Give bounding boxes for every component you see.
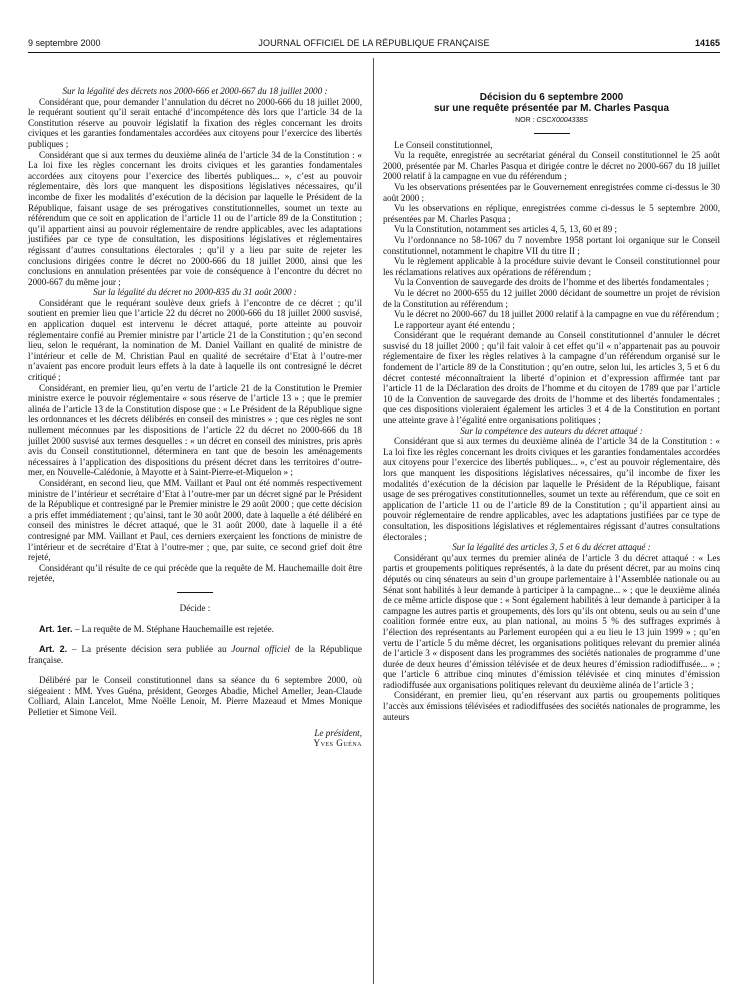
paragraph: Considérant que le requérant demande au Conseil constitutionnel d’annuler le décret susvisé du 18 juillet 2000 ; qu’il fait valoir à cet effet qu’il « n’appartenait pas au pouvoir réglementaire de fixer les règles relatives à la campagne d’un référendum organisé sur le fondement de l’article 89 de la Constitution ; qu’en outre, selon lui, les articles 3, 5 et 6 du décret contesté méconnaîtraient la liberté d’opinion et d’expression affirmée tant par l’article 11 de la Déclaration des droits de l’homme et du citoyen de 1789 que par l’article 10 de la Convention de sauvegarde des droits de l’homme et des libertés fondamentales ; que ces dispositions violeraient également les articles 3 et 4 de la Constitution en portant une atteinte grave à l’égalité entre organisations politiques ; [383,330,720,426]
decision-title [383,92,720,114]
right-column [383,92,720,722]
header-rule [28,52,720,53]
subheading-decret-835: Sur la légalité du décret no 2000-835 du 31 août 2000 : [93,287,297,298]
paragraph: Vu la requête, enregistrée au secrétariat général du Conseil constitutionnel le 25 août 2000, présentée par M. Charles Pasqua et dirigée contre le décret no 2000-667 du 18 juillet 2000 relatif à la campagne en vue du référendum ; [383,150,720,182]
paragraph: Considérant que si aux termes du deuxième alinéa de l’article 34 de la Constitution : « La loi fixe les règles concernant les droits civiques et les garanties fondamentales accordées aux citoyens pour l’exercice des libertés publiques... », c’est au pouvoir réglementaire, dès lors que manquent les dispositions législatives nécessaires, qu’il incombe de fixer les modalités d’exécution de la décision par laquelle le Président de la République, faisant usage de ses prérogatives constitutionnelles, soumet un texte au référendum, que ce soit en application de l’article 11 ou de l’article 89 de la Constitution ; qu’il appartient ainsi au pouvoir réglementaire de rendre applicables, avec les adaptations justifiées par ce type de consultation, les dispositions législatives et réglementaires régissant d’autres consultations électorales ; [383,436,720,542]
journal-officiel-italic: Journal officiel [231,644,291,655]
section-rule [177,592,213,593]
paragraph: Vu la Convention de sauvegarde des droits de l’homme et des libertés fondamentales ; [394,277,709,288]
header-page-number: 14165 [694,38,720,48]
signature-name: Yves Guéna [313,738,362,749]
paragraph: Considérant, en premier lieu, qu’en réservant aux partis ou groupements politiques l’accès aux émissions télévisées et radiodiffusées des sociétés nationales de programme, les auteurs [383,690,720,722]
signature-title: Le président, [314,727,362,738]
header-journal-title: JOURNAL OFFICIEL DE LA RÉPUBLIQUE FRANÇAISE [258,38,490,48]
paragraph: Considérant que si aux termes du deuxième alinéa de l’article 34 de la Constitution : « La loi fixe les règles concernant les droits civiques et les garanties fondamentales accordées aux citoyens pour l’exercice des libertés publiques... », c’est au pouvoir réglementaire, dès lors que manquent les dispositions législatives nécessaires, qu’il incombe de fixer les modalités d’exécution de la décision par laquelle le Président de la République, faisant usage de ses prérogatives constitutionnelles, soumet un texte au référendum que ce soit en application de l’article 11 ou de l’article 89 de la Constitution ; qu’il appartient ainsi au pouvoir réglementaire de rendre applicables, avec les adaptations justifiées par ce type de consultation, les dispositions législatives et réglementaires régissant d’autres consultations électorales ; qu’il y a lieu par suite de rejeter les conclusions dirigées contre le décret no 2000-666 du 18 juillet 2000, ainsi que les conclusions en annulation présentées par voie de conséquence à l’encontre du décret no 2000-667 du même jour ; [28,149,362,287]
column-divider [373,58,374,984]
paragraph: Vu la Constitution, notamment ses articles 4, 5, 13, 60 et 89 ; [394,224,617,235]
paragraph: Le rapporteur ayant été entendu ; [394,319,515,330]
paragraph: Vu les observations présentées par le Gouvernement enregistrées comme ci-dessus le 30 août 2000 ; [383,181,720,203]
article-2-label: Art. 2. [39,644,68,655]
paragraph: Vu le règlement applicable à la procédure suivie devant le Conseil constitutionnel pour les réclamations relatives aux opérations de référendum ; [383,256,720,277]
paragraph: Vu les observations en réplique, enregistrées comme ci-dessus le 5 septembre 2000, présentées par M. Charles Pasqua ; [383,203,720,224]
decision-title-line-2: sur une requête présentée par M. Charles Pasqua [433,103,670,114]
nor-reference: NOR : CSCX0004338S [515,117,588,124]
article-1-text: – La requête de M. Stéphane Hauchemaille est rejetée. [72,623,274,634]
article-2-text: – La présente décision sera publiée au [67,644,232,655]
article-2 [28,644,362,665]
article-1-label: Art. 1er. [39,623,73,634]
paragraph: Considérant qu’il résulte de ce qui précède que la requête de M. Hauchemaille doit être rejetée, [28,562,362,584]
subheading-decrets-666-667: Sur la légalité des décrets nos 2000-666 et 2000-667 du 18 juillet 2000 : [62,86,328,96]
header-date: 9 septembre 2000 [28,38,101,48]
article-1 [28,624,362,635]
paragraph: Considérant, en premier lieu, qu’en vertu de l’article 21 de la Constitution le Premier ministre exerce le pouvoir réglementaire « sous réserve de l’article 13 » ; que le premier alinéa de l’article 13 de la Constitution dispose que : « Le Président de la République signe les ordonnances et les décrets délibérés en conseil des ministres » ; que ces règles ne sont nullement méconnues par les dispositions de l’article 22 du décret no 2000-666 du 18 juillet 2000 susvisé aux termes desquelles : « un décret en conseil des ministres, pris après avis du Conseil constitutionnel, déterminera en tant que de besoin les aménagements nécessaires à l’application des dispositions du présent décret dans les territoires d’outre-mer, en Nouvelle-Calédonie, à Mayotte et à Saint-Pierre-et-Miquelon » ; [28,382,362,478]
paragraph: Vu l’ordonnance no 58-1067 du 7 novembre 1958 portant loi organique sur le Conseil constitutionnel, notamment le chapitre VII du titre II ; [383,234,720,256]
paragraph: Considérant que, pour demander l’annulation du décret no 2000-666 du 18 juillet 2000, le requérant soutient qu’il serait entaché d’incompétence dès lors que l’article 34 de la Constitution réserve au pouvoir législatif la fixation des règles concernant les droits civiques et les garanties fondamentales accordées aux citoyens pour l’exercice des libertés publiques ; [28,96,362,149]
paragraph: Considérant qu’aux termes du premier alinéa de l’article 3 du décret attaqué : « Les partis et groupements politiques représentés, à la date du présent décret, par au moins cinq députés ou cinq sénateurs au sein d’un groupe parlementaire à l’Assemblée nationale ou au Sénat sont habilités à leur demande à participer à la campagne... » ; que le deuxième alinéa de ce même article dispose que : « Sont également habilités à leur demande à participer à la campagne les autres partis et groupements, dès lors qu’ils ont obtenu, seuls ou au sein d’une coalition formée entre eux, au plan national, au moins 5 % des suffrages exprimés à l’élection des représentants au Parlement européen qui a eu lieu le 13 juin 1999 » ; qu’en vertu de l’article 5 du même décret, les organisations politiques relevant du premier alinéa de l’article 3 « disposent dans les programmes des sociétés nationales de programme d’une durée de deux heures d’émission télévisée et de deux heures d’émission radiodiffusée... » ; que l’article 6 attribue cinq minutes d’émission télévisée et cinq minutes d’émission radiodiffusée aux organisations politiques relevant du deuxième alinéa de l’article 3 ; [383,552,720,690]
paragraph: Vu le décret no 2000-655 du 12 juillet 2000 décidant de soumettre un projet de révision de la Constitution au référendum ; [383,287,720,309]
subheading-legalite-articles: Sur la légalité des articles 3, 5 et 6 du décret attaqué : [452,542,651,553]
decide-heading: Décide : [179,602,211,613]
decision-title-line-1: Décision du 6 septembre 2000 [479,92,624,103]
paragraph: Considérant que le requérant soulève deux griefs à l’encontre de ce décret ; qu’il soutient en premier lieu que l’article 22 du décret no 2000-666 du 18 juillet 2000 susvisé, en application duquel est intervenu le décret attaqué, porte atteinte au pouvoir réglementaire confié au Premier ministre par l’article 21 de la Constitution ; qu’en second lieu, selon le requérant, la nomination de M. Daniel Vaillant en qualité de ministre de l’intérieur et celle de M. Christian Paul en qualité de secrétaire d’Etat à l’outre-mer n’avaient pas encore produit leurs effets à la date à laquelle ils ont contresigné le décret critiqué ; [28,297,362,383]
nor-code: CSCX0004338S [536,117,588,124]
page-header [28,38,720,52]
paragraph: Vu le décret no 2000-667 du 18 juillet 2000 relatif à la campagne en vue du référendum ; [394,309,720,320]
deliberation-paragraph: Délibéré par le Conseil constitutionnel dans sa séance du 6 septembre 2000, où siégeaient : MM. Yves Guéna, président, Georges Abadie, Michel Ameller, Jean-Claude Colliard, Alain Lancelot, Mme Noëlle Lenoir, M. Pierre Mazeaud et Mmes Monique Pelletier et Simone Veil. [28,675,362,718]
article-2-text-end: de la République française. [28,644,362,665]
title-rule [534,133,570,134]
left-column [28,86,362,749]
subheading-competence: Sur la compétence des auteurs du décret attaqué : [460,425,643,436]
paragraph: Considérant, en second lieu, que MM. Vaillant et Paul ont été nommés respectivement ministre de l’intérieur et secrétaire d’Etat à l’outre-mer par un décret signé par le Président de la République et contresigné par le Premier ministre le 29 août 2000 ; que cette décision a pris effet immédiatement ; qu’ainsi, tant le 30 août 2000, date à laquelle a été délibéré en conseil des ministres le décret attaqué, que le 31 août 2000, date à laquelle il a été contresigné par MM. Vaillant et Paul, ces derniers exerçaient les fonctions de ministre de l’intérieur et de secrétaire d’Etat à l’outre-mer ; que, par suite, ce second grief doit être rejeté, [28,477,362,563]
paragraph: Le Conseil constitutionnel, [394,139,493,150]
